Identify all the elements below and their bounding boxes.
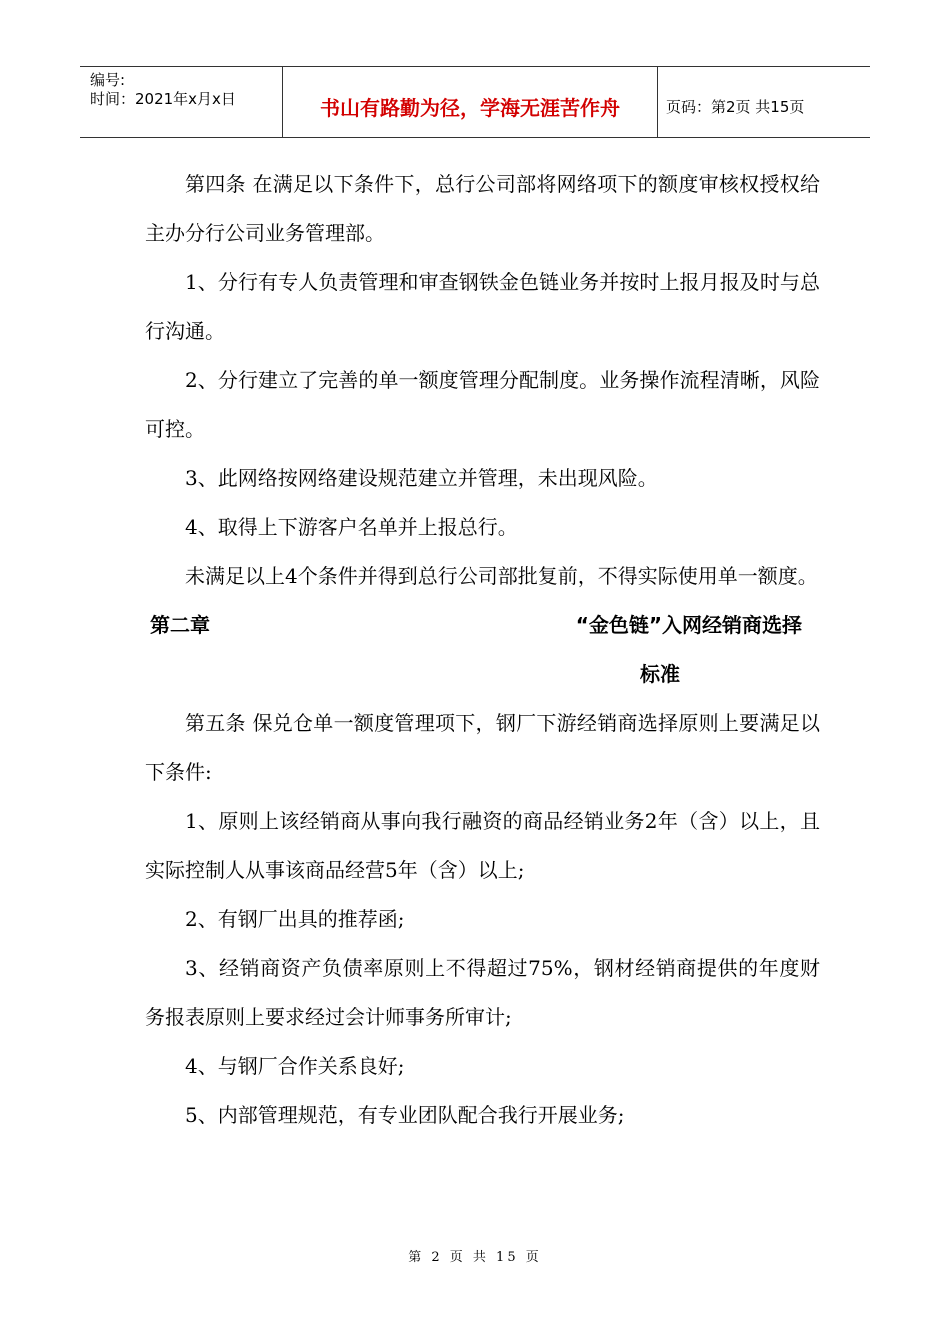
criterion-3-paragraph: 3、经销商资产负债率原则上不得超过75%，钢材经销商提供的年度财务报表原则上要求经过会计师事务所审计; — [145, 956, 820, 1029]
condition-1-paragraph: 1、分行有专人负责管理和审查钢铁金色链业务并按时上报月报及时与总行沟通。 — [145, 270, 820, 343]
conditions-note-paragraph: 未满足以上4个条件并得到总行公司部批复前，不得实际使用单一额度。 — [185, 564, 818, 588]
document-time-label: 时间：2021年x月x日 — [90, 90, 236, 108]
criterion-4-paragraph: 4、与钢厂合作关系良好; — [185, 1054, 405, 1078]
page-footer: 第 2 页 共 15 页 — [408, 1250, 542, 1265]
condition-3-paragraph: 3、此网络按网络建设规范建立并管理，未出现风险。 — [185, 466, 658, 490]
document-body — [145, 160, 820, 1140]
chapter-title-line2: 标准 — [640, 662, 680, 686]
article-5-paragraph: 第五条 保兑仓单一额度管理项下，钢厂下游经销商选择原则上要满足以下条件: — [145, 711, 820, 784]
header-motto: 书山有路勤为径，学海无涯苦作舟 — [283, 67, 658, 137]
chapter-title-line1: “金色链”入网经销商选择 — [575, 613, 802, 637]
criterion-2-paragraph: 2、有钢厂出具的推荐函; — [185, 907, 405, 931]
condition-2-paragraph: 2、分行建立了完善的单一额度管理分配制度。业务操作流程清晰，风险可控。 — [145, 368, 820, 441]
criterion-1-paragraph: 1、原则上该经销商从事向我行融资的商品经销业务2年（含）以上，且实际控制人从事该商品经营5年（含）以上; — [145, 809, 820, 882]
document-header — [80, 66, 870, 138]
condition-4-paragraph: 4、取得上下游客户名单并上报总行。 — [185, 515, 518, 539]
chapter-heading — [145, 601, 820, 650]
article-4-paragraph: 第四条 在满足以下条件下，总行公司部将网络项下的额度审核权授权给主办分行公司业务管理部。 — [145, 172, 820, 245]
chapter-number: 第二章 — [150, 613, 210, 637]
criterion-5-paragraph: 5、内部管理规范，有专业团队配合我行开展业务; — [185, 1103, 625, 1127]
header-meta-cell — [80, 67, 283, 137]
header-page-info: 页码：第2页 共15页 — [666, 97, 805, 116]
document-number-label: 编号: — [90, 71, 126, 89]
